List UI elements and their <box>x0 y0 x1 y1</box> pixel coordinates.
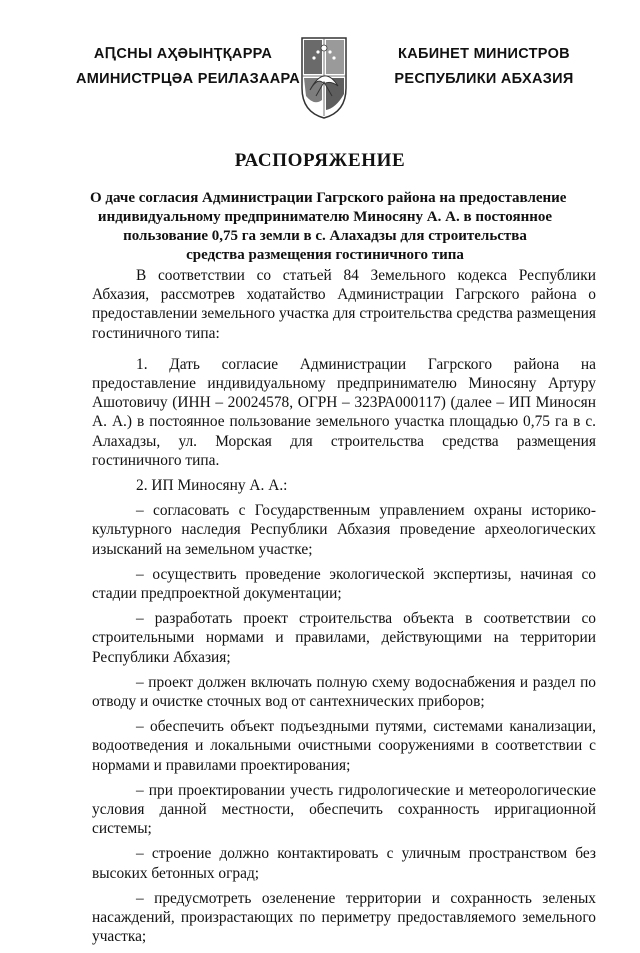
subject-line-4: средства размещения гостиничного типа <box>186 247 464 263</box>
subitem-8: – предусмотреть озеленение территории и сохранность зеленых насаждений, произрастающих по периметру предоставляемого земельного участка; <box>92 889 596 946</box>
item-1-paragraph: 1. Дать согласие Администрации Гагрского района на предоставление индивидуальному предпринимателю Миносяну Артуру Ашотовичу (ИНН – 20024578, ОГРН – 323РА000117) (далее – ИП Миносян А. А.) в постоянное пользование земельного участка площадью 0,75 га в с. Алахадзы, ул. Морская для строительства средства размещения гостиничного типа. <box>92 355 596 469</box>
preamble-paragraph: В соответствии со статьей 84 Земельного кодекса Республики Абхазия, рассмотрев ходатайство Администрации Гагрского района о предоставлении земельного участка для строительства средства размещения гостиничного типа: <box>92 267 596 342</box>
state-emblem-icon <box>300 36 348 120</box>
subitem-2: – осуществить проведение экологической экспертизы, начиная со стадии предпроектной документации; <box>92 565 596 603</box>
header-right-line-2: РЕСПУБЛИКИ АБХАЗИЯ <box>394 71 574 87</box>
header-left-line-1: АԤСНЫ АҲӘЫНҬҚАРРА <box>93 46 273 62</box>
subitem-1: – согласовать с Государственным управлением охраны историко-культурного наследия Республики Абхазия проведение археологических изысканий на земельном участке; <box>92 502 596 558</box>
subject-line-3: пользование 0,75 га земли в с. Алахадзы для строительства <box>123 228 527 244</box>
subitem-4: – проект должен включать полную схему водоснабжения и раздел по отводу и очистке сточных вод от сантехнических приборов; <box>92 673 596 711</box>
document-body <box>92 266 596 953</box>
subject-line-1: О даче согласия Администрации Гагрского района на предоставление <box>90 190 567 206</box>
subitem-6: – при проектировании учесть гидрологические и метеорологические условия данной местности, обеспечить сохранность ирригационной системы; <box>92 781 596 838</box>
subject-line-2: индивидуальному предпринимателю Миносяну А. А. в постоянное <box>97 209 553 225</box>
subitem-3: – разработать проект строительства объекта в соответствии со строительными нормами и правилами, действующими на территории Республики Абхазия; <box>92 610 596 666</box>
header-left-line-2: АМИНИСТРЦӘА РЕИЛАЗААРА <box>76 71 301 87</box>
subitem-5: – обеспечить объект подъездными путями, системами канализации, водоотведения и локальными очистными сооружениями в соответствии с нормами и правилами проектирования; <box>92 718 596 774</box>
item-2-intro: 2. ИП Миносяну А. А.: <box>136 477 288 495</box>
document-title: РАСПОРЯЖЕНИЕ <box>234 150 406 171</box>
header-right-line-1: КАБИНЕТ МИНИСТРОВ <box>398 46 570 62</box>
header-russian-name <box>378 42 590 92</box>
subitem-7: – строение должно контактировать с уличным пространством без высоких бетонных оград; <box>92 845 596 882</box>
document-subject <box>90 189 567 265</box>
header-abkhaz-name <box>76 42 301 92</box>
